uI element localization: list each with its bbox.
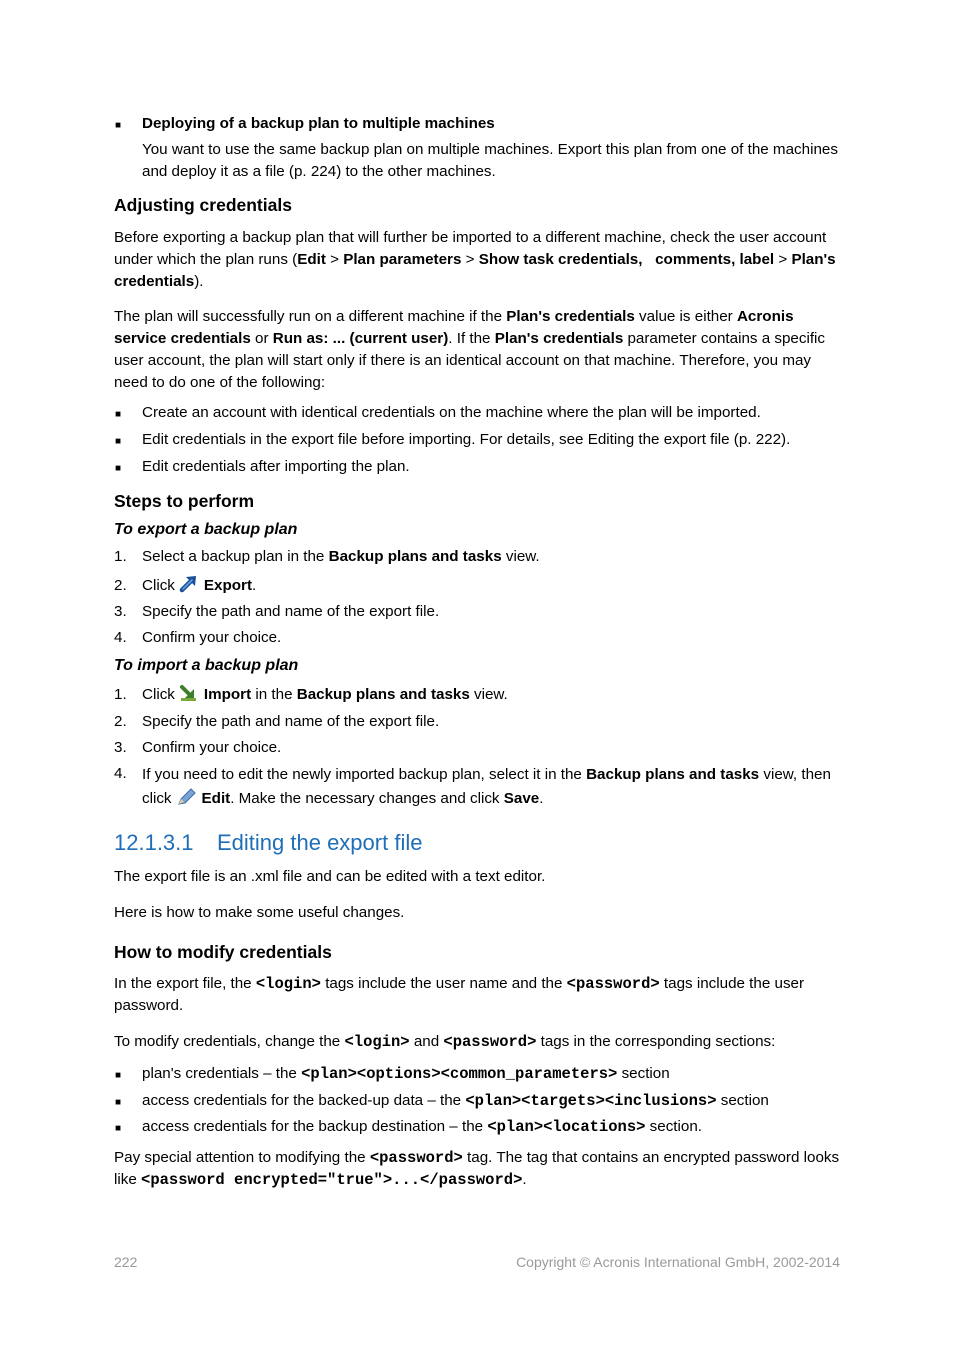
bullet-marker: ■	[115, 1123, 122, 1134]
list-item: access credentials for the backup destination – the <plan><locations> section.	[142, 1118, 703, 1136]
bullet-marker: ■	[115, 463, 122, 474]
modify-paragraph-3: Pay special attention to modifying the <password> tag. The tag that contains an encrypted password looks like <password encrypted="true">...</password>.	[114, 1149, 840, 1189]
page-number: 222	[114, 1254, 138, 1270]
section-title: Editing the export file	[217, 830, 423, 855]
adjusting-paragraph-1: Before exporting a backup plan that will further be imported to a different machine, check the user account under which the plan runs (Edit > Plan parameters > Show task credentials, comments, label > Plan's credentials).	[114, 229, 836, 290]
bullet-marker: ■	[115, 120, 122, 131]
steps-heading: Steps to perform	[114, 491, 255, 511]
list-item: Create an account with identical credentials on the machine where the plan will be imported.	[142, 404, 761, 421]
list-item: Edit credentials in the export file before importing. For details, see Editing the export file (p. 222).	[142, 431, 791, 448]
export-arrow-icon[interactable]	[179, 575, 198, 600]
step-number: 1.	[114, 686, 127, 703]
step-number: 3.	[114, 603, 127, 620]
import-step-4: If you need to edit the newly imported backup plan, select it in the Backup plans and tasks view, then click Edit. Make the necessary changes and click Save.	[142, 763, 847, 814]
adjusting-credentials-heading: Adjusting credentials	[114, 195, 292, 215]
bullet-marker: ■	[115, 1070, 122, 1081]
list-item: Edit credentials after importing the plan.	[142, 458, 410, 475]
intro-bullet-title: Deploying of a backup plan to multiple machines	[142, 115, 495, 132]
bullet-marker: ■	[115, 409, 122, 420]
step-number: 2.	[114, 577, 127, 594]
import-arrow-icon[interactable]	[179, 685, 198, 709]
step-number: 1.	[114, 548, 127, 565]
step-number: 4.	[114, 765, 127, 782]
export-step-4: Confirm your choice.	[142, 629, 282, 646]
list-item: access credentials for the backed-up data – the <plan><targets><inclusions> section	[142, 1092, 769, 1110]
modify-paragraph-2: To modify credentials, change the <login> and <password> tags in the corresponding sections:	[114, 1033, 776, 1051]
import-step-3: Confirm your choice.	[142, 739, 282, 756]
bullet-marker: ■	[115, 1097, 122, 1108]
export-step-3: Specify the path and name of the export file.	[142, 603, 440, 620]
copyright: Copyright © Acronis International GmbH, 2002-2014	[516, 1254, 840, 1270]
pencil-icon[interactable]	[176, 788, 196, 814]
bullet-marker: ■	[115, 436, 122, 447]
step-number: 2.	[114, 713, 127, 730]
adjusting-paragraph-2: The plan will successfully run on a different machine if the Plan's credentials value is either Acronis service credentials or Run as: ... (current user). If the Plan's credentials parameter contains a specific user account, the plan will start only if there is an identical account on that machine. Therefore, you may need to do one of the following:	[114, 308, 826, 391]
export-subheading: To export a backup plan	[114, 521, 298, 538]
intro-bullet-text: You want to use the same backup plan on multiple machines. Export this plan from one of the machines and deploy it as a file (p. 224) to the other machines.	[142, 141, 838, 180]
step-number: 3.	[114, 739, 127, 756]
step-number: 4.	[114, 629, 127, 646]
import-subheading: To import a backup plan	[114, 657, 299, 674]
import-step-2: Specify the path and name of the export file.	[142, 713, 440, 730]
import-step-1: Click Import in the Backup plans and tasks view.	[142, 684, 847, 709]
section-heading	[114, 829, 422, 857]
section-number: 12.1.3.1	[114, 830, 194, 855]
modify-credentials-heading: How to modify credentials	[114, 942, 332, 962]
list-item: plan's credentials – the <plan><options><common_parameters> section	[142, 1065, 670, 1083]
section-paragraph-2: Here is how to make some useful changes.	[114, 904, 405, 921]
export-step-1: Select a backup plan in the Backup plans and tasks view.	[142, 548, 540, 565]
export-step-2: Click Export.	[142, 575, 847, 600]
section-paragraph-1: The export file is an .xml file and can be edited with a text editor.	[114, 868, 546, 885]
modify-paragraph-1: In the export file, the <login> tags include the user name and the <password> tags include the user password.	[114, 975, 805, 1014]
